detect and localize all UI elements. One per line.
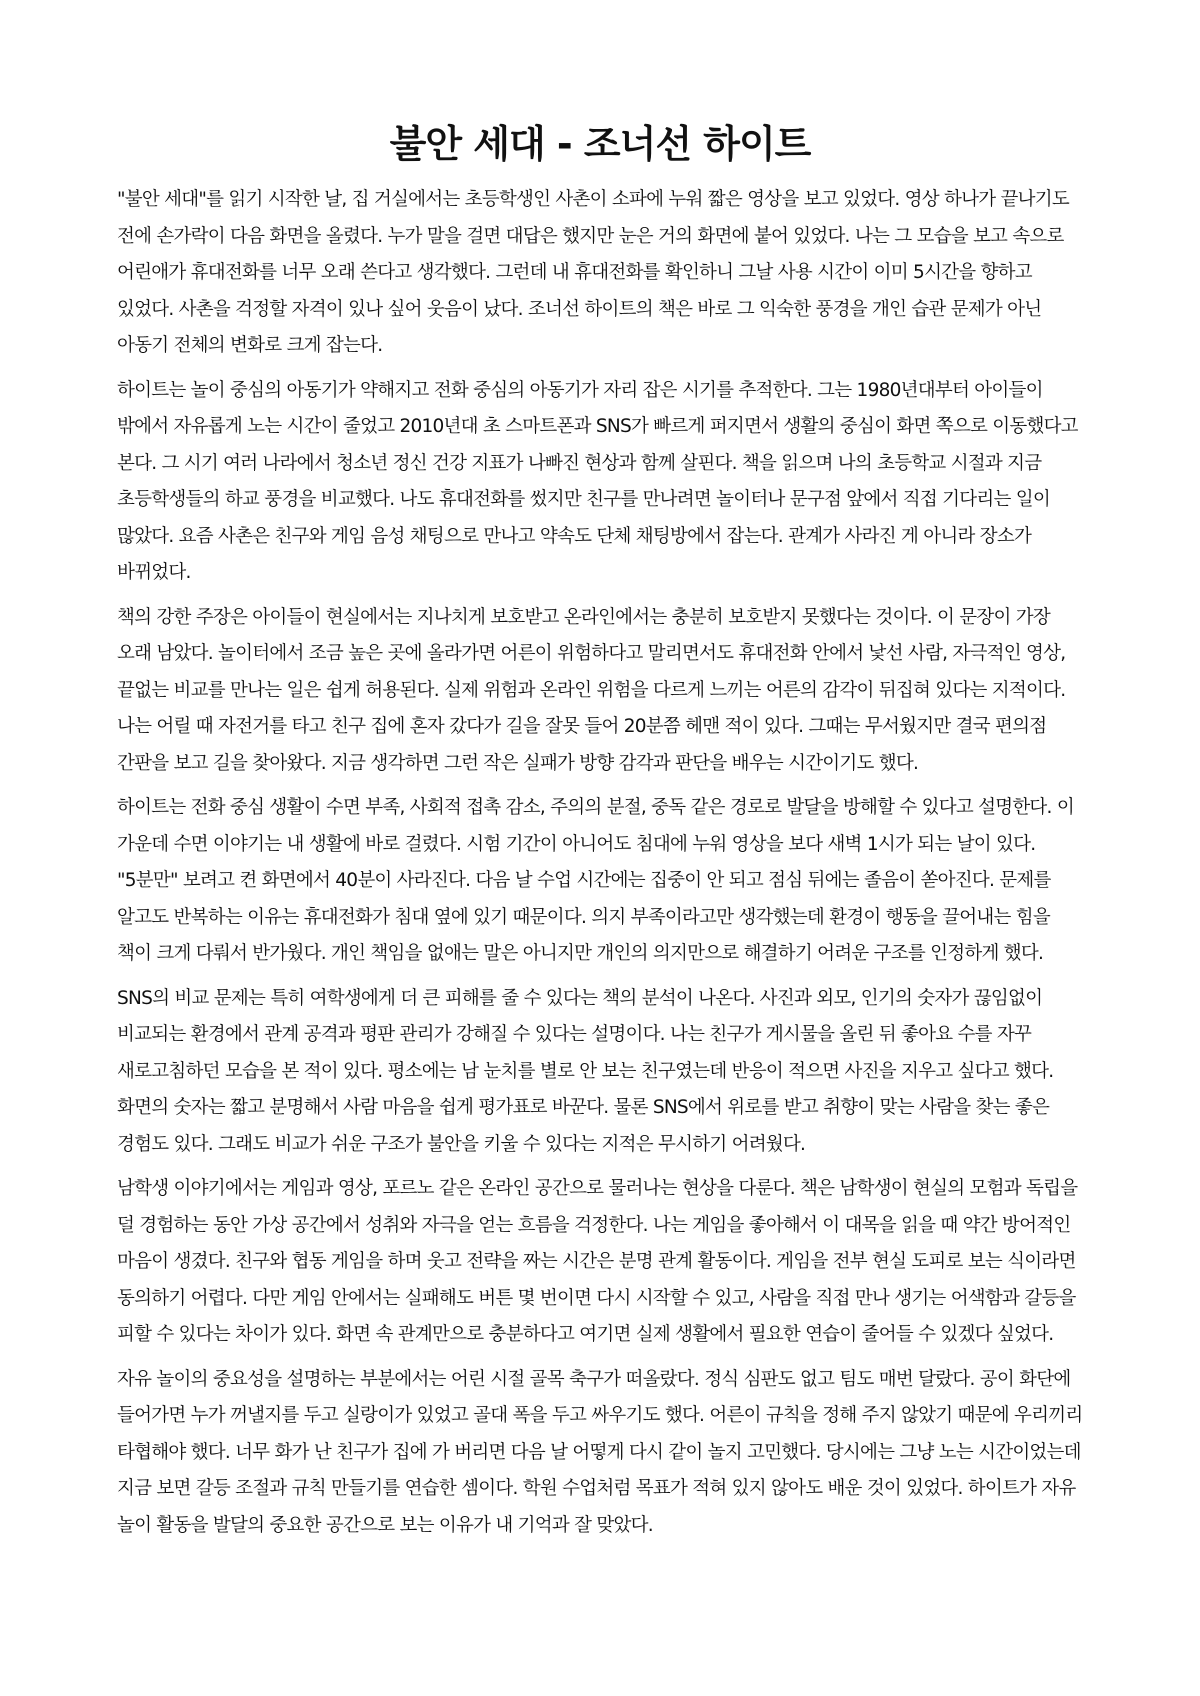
body-paragraph-6: 남학생 이야기에서는 게임과 영상, 포르노 같은 온라인 공간으로 물러나는 현상을 다룬다. 책은 남학생이 현실의 모험과 독립을 덜 경험하는 동안 가상 공간에서 성취와 자극을 얻는 흐름을 걱정한다. 나는 게임을 좋아해서 이 대목을 읽을 때 약간 방어적인 마음이 생겼다. 친구와 협동 게임을 하며 웃고 전략을 짜는 시간은 분명 관계 활동이다. 게임을 전부 현실 도피로 보는 식이라면 동의하기 어렵다. 다만 게임 안에서는 실패해도 버튼 몇 번이면 다시 시작할 수 있고, 사람을 직접 만나 생기는 어색함과 갈등을 피할 수 있다는 차이가 있다. 화면 속 관계만으로 충분하다고 여기면 실제 생활에서 필요한 연습이 줄어들 수 있겠다 싶었다. bbox=[117, 1178, 1078, 1345]
document-page bbox=[117, 118, 1083, 1552]
body-paragraph-2: 하이트는 놀이 중심의 아동기가 약해지고 전화 중심의 아동기가 자리 잡은 시기를 추적한다. 그는 1980년대부터 아이들이 밖에서 자유롭게 노는 시간이 줄었고 2010년대 초 스마트폰과 SNS가 빠르게 퍼지면서 생활의 중심이 화면 쪽으로 이동했다고 본다. 그 시기 여러 나라에서 청소년 정신 건강 지표가 나빠진 현상과 함께 살핀다. 책을 읽으며 나의 초등학교 시절과 지금 초등학생들의 하교 풍경을 비교했다. 나도 휴대전화를 썼지만 친구를 만나려면 놀이터나 문구점 앞에서 직접 기다리는 일이 많았다. 요즘 사촌은 친구와 게임 음성 채팅으로 만나고 약속도 단체 채팅방에서 잡는다. 관계가 사라진 게 아니라 장소가 바뀌었다. bbox=[117, 379, 1078, 583]
body-paragraph-3: 책의 강한 주장은 아이들이 현실에서는 지나치게 보호받고 온라인에서는 충분히 보호받지 못했다는 것이다. 이 문장이 가장 오래 남았다. 놀이터에서 조금 높은 곳에 올라가면 어른이 위험하다고 말리면서도 휴대전화 안에서 낯선 사람, 자극적인 영상, 끝없는 비교를 만나는 일은 쉽게 허용된다. 실제 위험과 온라인 위험을 다르게 느끼는 어른의 감각이 뒤집혀 있다는 지적이다. 나는 어릴 때 자전거를 타고 친구 집에 혼자 갔다가 길을 잘못 들어 20분쯤 헤맨 적이 있다. 그때는 무서웠지만 결국 편의점 간판을 보고 길을 찾아왔다. 지금 생각하면 그런 작은 실패가 방향 감각과 판단을 배우는 시간이기도 했다. bbox=[117, 606, 1066, 774]
body-paragraph-4: 하이트는 전화 중심 생활이 수면 부족, 사회적 접촉 감소, 주의의 분절, 중독 같은 경로로 발달을 방해할 수 있다고 설명한다. 이 가운데 수면 이야기는 내 생활에 바로 걸렸다. 시험 기간이 아니어도 침대에 누워 영상을 보다 새벽 1시가 되는 날이 있다. "5분만" 보려고 켠 화면에서 40분이 사라진다. 다음 날 수업 시간에는 집중이 안 되고 점심 뒤에는 졸음이 쏟아진다. 문제를 알고도 반복하는 이유는 휴대전화가 침대 옆에 있기 때문이다. 의지 부족이라고만 생각했는데 환경이 행동을 끌어내는 힘을 책이 크게 다뤄서 반가웠다. 개인 책임을 없애는 말은 아니지만 개인의 의지만으로 해결하기 어려운 구조를 인정하게 했다. bbox=[117, 797, 1074, 964]
document-title: 불안 세대 - 조너선 하이트 bbox=[389, 122, 811, 166]
body-paragraph-5: SNS의 비교 문제는 특히 여학생에게 더 큰 피해를 줄 수 있다는 책의 분석이 나온다. 사진과 외모, 인기의 숫자가 끊임없이 비교되는 환경에서 관계 공격과 평판 관리가 강해질 수 있다는 설명이다. 나는 친구가 게시물을 올린 뒤 좋아요 수를 자꾸 새로고침하던 모습을 본 적이 있다. 평소에는 남 눈치를 별로 안 보는 친구였는데 반응이 적으면 사진을 지우고 싶다고 했다. 화면의 숫자는 짧고 분명해서 사람 마음을 쉽게 평가표로 바꾼다. 물론 SNS에서 위로를 받고 취향이 맞는 사람을 찾는 좋은 경험도 있다. 그래도 비교가 쉬운 구조가 불안을 키울 수 있다는 지적은 무시하기 어려웠다. bbox=[117, 987, 1054, 1155]
body-paragraph-7: 자유 놀이의 중요성을 설명하는 부분에서는 어린 시절 골목 축구가 떠올랐다. 정식 심판도 없고 팀도 매번 달랐다. 공이 화단에 들어가면 누가 꺼낼지를 두고 실랑이가 있었고 골대 폭을 두고 싸우기도 했다. 어른이 규칙을 정해 주지 않았기 때문에 우리끼리 타협해야 했다. 너무 화가 난 친구가 집에 가 버리면 다음 날 어떻게 다시 같이 놀지 고민했다. 당시에는 그냥 노는 시간이었는데 지금 보면 갈등 조절과 규칙 만들기를 연습한 셈이다. 학원 수업처럼 목표가 적혀 있지 않아도 배운 것이 있었다. 하이트가 자유 놀이 활동을 발달의 중요한 공간으로 보는 이유가 내 기억과 잘 맞았다. bbox=[117, 1368, 1083, 1536]
body-paragraph-1: "불안 세대"를 읽기 시작한 날, 집 거실에서는 초등학생인 사촌이 소파에 누워 짧은 영상을 보고 있었다. 영상 하나가 끝나기도 전에 손가락이 다음 화면을 올렸다. 누가 말을 걸면 대답은 했지만 눈은 거의 화면에 붙어 있었다. 나는 그 모습을 보고 속으로 어린애가 휴대전화를 너무 오래 쓴다고 생각했다. 그런데 내 휴대전화를 확인하니 그날 사용 시간이 이미 5시간을 향하고 있었다. 사촌을 걱정할 자격이 있나 싶어 웃음이 났다. 조너선 하이트의 책은 바로 그 익숙한 풍경을 개인 습관 문제가 아닌 아동기 전체의 변화로 크게 잡는다. bbox=[117, 189, 1069, 356]
